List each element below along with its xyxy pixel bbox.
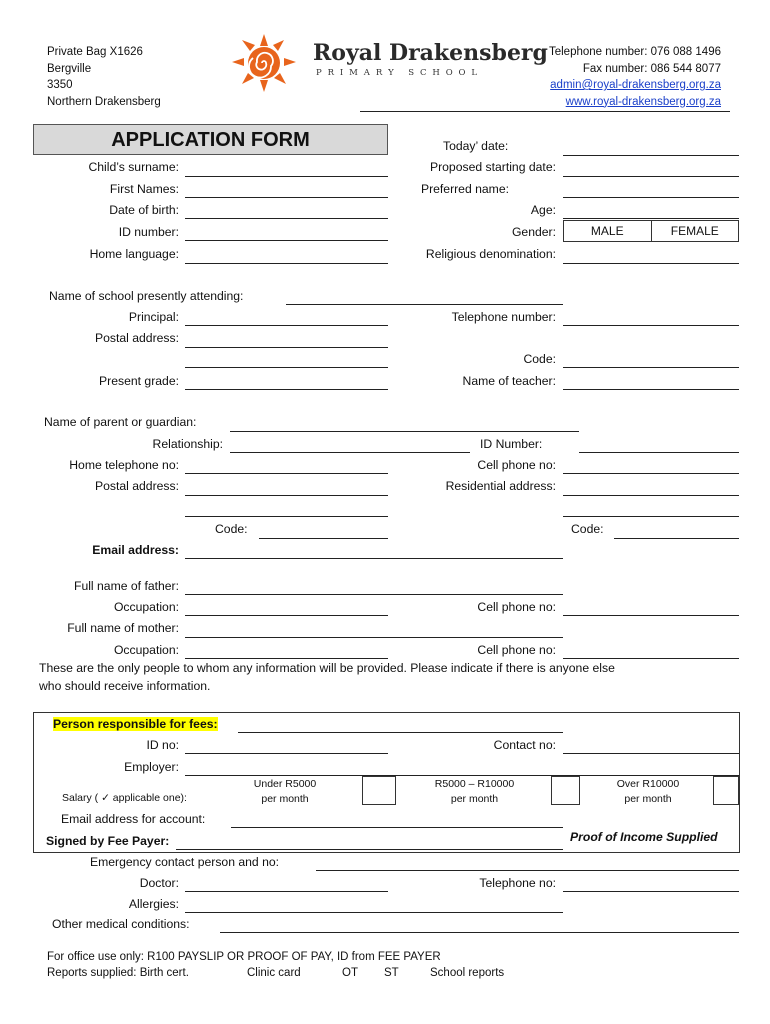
- school-postal-field-2[interactable]: [185, 367, 388, 368]
- reports-ot: OT: [342, 967, 358, 979]
- guardian-postal-field[interactable]: [185, 495, 388, 496]
- teacher-label: Name of teacher:: [462, 374, 556, 388]
- gender-selector: [563, 220, 739, 242]
- salary-over-10000: [598, 777, 698, 807]
- home-language-label: Home language:: [89, 247, 179, 261]
- salary-label: Salary ( ✓ applicable one):: [62, 792, 187, 804]
- salary-5000-10000: [417, 777, 532, 807]
- gender-male-option[interactable]: MALE: [590, 224, 624, 238]
- principal-label: Principal:: [128, 310, 179, 324]
- fees-contact-field[interactable]: [563, 753, 739, 754]
- school-code-field[interactable]: [563, 367, 739, 368]
- todays-date-field[interactable]: [563, 155, 739, 156]
- religious-label: Religious denomination:: [425, 247, 556, 261]
- father-cell-label: Cell phone no:: [477, 600, 556, 614]
- id-number-field[interactable]: [185, 240, 388, 241]
- fees-contact-label: Contact no:: [493, 738, 556, 752]
- school-telephone-label: Telephone number:: [451, 310, 556, 324]
- guardian-email-label: Email address:: [92, 543, 179, 557]
- fees-person-label: [53, 717, 218, 731]
- father-label: Full name of father:: [74, 579, 179, 593]
- account-email-label: Email address for account:: [61, 812, 206, 826]
- fees-id-field[interactable]: [185, 753, 388, 754]
- signature-field[interactable]: [176, 849, 563, 850]
- surname-label: Child’s surname:: [88, 160, 179, 174]
- doctor-field[interactable]: [185, 891, 388, 892]
- residential-code-label: Code:: [571, 522, 604, 536]
- guardian-cell-label: Cell phone no:: [477, 458, 556, 472]
- mother-occupation-label: Occupation:: [113, 643, 179, 657]
- guardian-cell-field[interactable]: [563, 473, 739, 474]
- contact-block: [549, 44, 721, 110]
- father-occupation-label: Occupation:: [113, 600, 179, 614]
- relationship-label: Relationship:: [152, 437, 223, 451]
- address-line: Bergville: [47, 62, 92, 75]
- allergies-field[interactable]: [185, 912, 563, 913]
- proposed-start-field[interactable]: [563, 176, 739, 177]
- guardian-id-field[interactable]: [579, 452, 739, 453]
- info-note-line2: who should receive information.: [39, 679, 211, 693]
- religious-field[interactable]: [563, 263, 739, 264]
- doctor-telephone-label: Telephone no:: [479, 876, 556, 890]
- salary-option-text: per month: [450, 793, 499, 805]
- relationship-field[interactable]: [230, 452, 470, 453]
- guardian-email-field[interactable]: [185, 558, 563, 559]
- guardian-postal-label: Postal address:: [94, 479, 179, 493]
- salary-option-text: Over R10000: [616, 778, 680, 790]
- salary-under-5000: [235, 777, 335, 807]
- header-divider: [360, 111, 730, 112]
- salary-under-5000-checkbox[interactable]: [362, 776, 396, 805]
- employer-label: Employer:: [124, 760, 179, 774]
- form-title: APPLICATION FORM: [111, 129, 310, 151]
- school-subtitle: P R I M A R Y S C H O O L: [316, 68, 479, 78]
- employer-field[interactable]: [185, 775, 739, 776]
- other-conditions-label: Other medical conditions:: [52, 917, 190, 931]
- salary-option-text: Under R5000: [253, 778, 317, 790]
- school-logo-sun-icon: [228, 32, 300, 94]
- residential-code-field[interactable]: [614, 538, 739, 539]
- doctor-label: Doctor:: [139, 876, 179, 890]
- residential-field[interactable]: [563, 495, 739, 496]
- reports-clinic-card: Clinic card: [247, 967, 301, 979]
- salary-5000-10000-checkbox[interactable]: [551, 776, 580, 805]
- address-line: 3350: [47, 79, 73, 91]
- home-tel-label: Home telephone no:: [69, 458, 179, 472]
- title-box: [33, 124, 388, 155]
- residential-label: Residential address:: [445, 479, 556, 493]
- fees-person-highlight: Person responsible for fees:: [53, 717, 218, 731]
- signed-label: Signed by Fee Payer:: [46, 834, 170, 848]
- mother-cell-field[interactable]: [563, 658, 739, 659]
- father-cell-field[interactable]: [563, 615, 739, 616]
- reports-school: School reports: [430, 967, 505, 979]
- preferred-name-field[interactable]: [563, 197, 739, 198]
- guardian-postal-field-2[interactable]: [185, 516, 388, 517]
- salary-option-text: R5000 – R10000: [434, 778, 515, 790]
- doctor-telephone-field[interactable]: [563, 891, 739, 892]
- proof-of-income-label: Proof of Income Supplied: [570, 830, 718, 844]
- father-occupation-field[interactable]: [185, 615, 388, 616]
- preferred-name-label: Preferred name:: [420, 182, 509, 196]
- account-email-field[interactable]: [231, 827, 563, 828]
- address-line: Northern Drakensberg: [47, 95, 161, 108]
- grade-field[interactable]: [185, 389, 388, 390]
- telephone-number: Telephone number: 076 088 1496: [548, 46, 721, 58]
- school-telephone-field[interactable]: [563, 325, 739, 326]
- guardian-id-label: ID Number:: [480, 437, 543, 451]
- allergies-label: Allergies:: [128, 897, 179, 911]
- salary-over-10000-checkbox[interactable]: [713, 776, 739, 805]
- father-field[interactable]: [185, 594, 563, 595]
- id-number-label: ID number:: [118, 225, 179, 239]
- gender-female-option[interactable]: FEMALE: [651, 221, 739, 241]
- reports-st: ST: [384, 967, 399, 979]
- reports-supplied: Reports supplied: Birth cert.: [47, 967, 189, 979]
- present-school-field[interactable]: [286, 304, 563, 305]
- mother-label: Full name of mother:: [67, 621, 179, 635]
- guardian-name-label: Name of parent or guardian:: [44, 415, 197, 429]
- teacher-field[interactable]: [563, 389, 739, 390]
- postal-code-label: Code:: [215, 522, 248, 536]
- emergency-label: Emergency contact person and no:: [90, 855, 280, 869]
- salary-option-text: per month: [261, 793, 309, 805]
- emergency-field[interactable]: [316, 870, 739, 871]
- office-use-line: For office use only: R100 PAYSLIP OR PROOF OF PAY, ID from FEE PAYER: [47, 951, 441, 963]
- residential-field-2[interactable]: [563, 516, 739, 517]
- mother-cell-label: Cell phone no:: [477, 643, 556, 657]
- fees-id-label: ID no:: [146, 738, 179, 752]
- principal-field[interactable]: [185, 325, 388, 326]
- postal-code-field[interactable]: [259, 538, 388, 539]
- guardian-name-field[interactable]: [230, 431, 579, 432]
- fax-number: Fax number: 086 544 8077: [582, 62, 721, 75]
- age-label: Age:: [530, 203, 556, 217]
- todays-date-label: Today’ date:: [443, 139, 509, 153]
- address-line: Private Bag X1626: [47, 46, 143, 58]
- fees-person-field[interactable]: [238, 732, 563, 733]
- first-names-field[interactable]: [185, 197, 388, 198]
- dob-label: Date of birth:: [109, 203, 179, 217]
- grade-label: Present grade:: [99, 374, 179, 388]
- info-note-line1: These are the only people to whom any information will be provided. Please indicate if there is anyone else: [39, 661, 615, 675]
- home-language-field[interactable]: [185, 263, 388, 264]
- surname-field[interactable]: [185, 176, 388, 177]
- mother-field[interactable]: [185, 637, 563, 638]
- other-conditions-field[interactable]: [220, 932, 739, 933]
- school-postal-field[interactable]: [185, 347, 388, 348]
- age-field[interactable]: [563, 218, 739, 219]
- email-link[interactable]: admin@royal-drakensberg.org.za: [550, 79, 721, 91]
- proposed-start-label: Proposed starting date:: [429, 160, 556, 174]
- mother-occupation-field[interactable]: [185, 658, 388, 659]
- website-link[interactable]: www.royal-drakensberg.org.za: [565, 95, 721, 108]
- present-school-label: Name of school presently attending:: [49, 289, 244, 303]
- school-name: Royal Drakensberg: [313, 40, 548, 66]
- gender-label: Gender:: [511, 225, 556, 239]
- school-address: [47, 44, 161, 110]
- salary-option-text: per month: [624, 793, 672, 805]
- school-postal-label: Postal address:: [94, 331, 179, 345]
- home-tel-field[interactable]: [185, 473, 388, 474]
- first-names-label: First Names:: [109, 182, 179, 196]
- school-code-label: Code:: [523, 352, 556, 366]
- dob-field[interactable]: [185, 218, 388, 219]
